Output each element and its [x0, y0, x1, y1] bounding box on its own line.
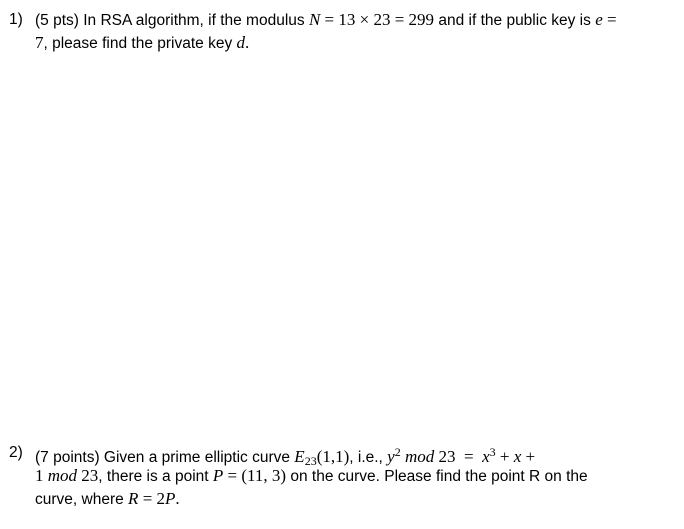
math-modulus-expression: = 13 × 23 = 299	[320, 10, 435, 29]
math-exponent-2: 2	[394, 445, 401, 459]
math-exponent-3: 3	[489, 445, 496, 459]
math-var-d: d	[236, 33, 246, 52]
math-curve-subscript: 23	[304, 454, 317, 468]
math-period: .	[175, 489, 180, 508]
math-public-key-value: 7	[35, 33, 44, 52]
problem-2-text: curve, where	[35, 491, 129, 508]
math-mod: mod	[400, 447, 435, 466]
problem-2-text: on the curve. Please find the point R on the	[286, 468, 588, 485]
math-equals: =	[602, 10, 617, 29]
math-modulus-23: 23 =	[434, 447, 483, 466]
math-point-value: = (11, 3)	[223, 466, 287, 485]
math-var-x: x	[482, 447, 490, 466]
problem-2-text: , i.e.,	[349, 449, 388, 466]
problem-1-text: , please find the private key	[43, 35, 237, 52]
problem-2-text: , there is a point	[98, 468, 213, 485]
math-period: .	[245, 33, 250, 52]
math-doubling-expression: = 2	[138, 489, 166, 508]
problem-2-number: 2)	[9, 444, 23, 461]
math-var-P: P	[212, 466, 224, 485]
problem-2-line-3	[0, 487, 684, 510]
problem-2-line-1	[0, 441, 684, 468]
math-curve-args: (1,1)	[316, 447, 350, 466]
problem-1-number: 1)	[9, 11, 23, 28]
problem-1-text: and if the public key is	[434, 12, 596, 29]
math-var-R: R	[128, 489, 139, 508]
math-curve-E: E	[294, 447, 305, 466]
problem-1-line-1	[0, 8, 684, 31]
math-plus: +	[495, 447, 514, 466]
math-var-e: e	[595, 10, 603, 29]
problem-2-line-2	[0, 464, 684, 487]
problem-1	[0, 8, 684, 54]
problem-2	[0, 441, 684, 510]
math-mod: mod	[47, 466, 78, 485]
math-modulus-23: 23	[77, 466, 99, 485]
math-var-P: P	[165, 489, 176, 508]
problem-2-text: (7 points) Given a prime elliptic curve	[35, 449, 295, 466]
math-constant-1: 1	[35, 466, 48, 485]
math-var-y: y	[387, 447, 395, 466]
math-plus: +	[521, 447, 536, 466]
math-var-N: N	[308, 10, 321, 29]
problem-1-line-2	[0, 31, 684, 54]
problem-1-text: (5 pts) In RSA algorithm, if the modulus	[35, 12, 309, 29]
math-var-x: x	[513, 447, 522, 466]
